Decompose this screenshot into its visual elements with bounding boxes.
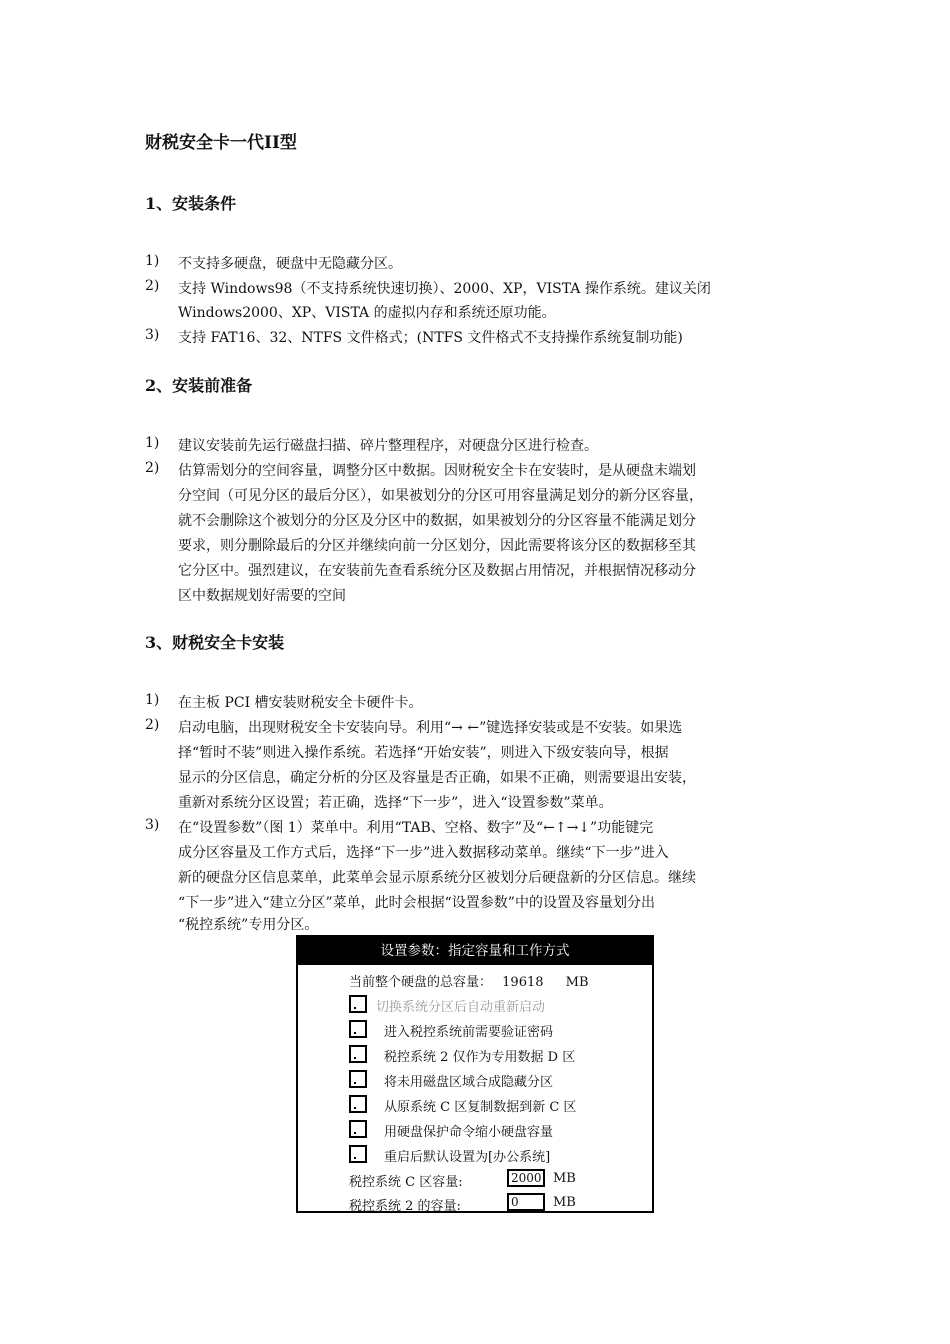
option-label-hidden-partition: 将未用磁盘区域合成隐藏分区 bbox=[384, 1075, 554, 1090]
list-item-line: 就不会删除这个被划分的分区及分区中的数据，如果被划分的分区容量不能满足划分 bbox=[178, 513, 696, 529]
system2-capacity-input[interactable]: 0 bbox=[507, 1193, 545, 1211]
c-capacity-unit: MB bbox=[553, 1171, 576, 1186]
section-heading-installation: 3、财税安全卡安装 bbox=[145, 633, 285, 652]
option-checkbox-shrink-disk[interactable] bbox=[349, 1120, 367, 1138]
option-label-verify-password: 进入税控系统前需要验证密码 bbox=[384, 1025, 554, 1040]
section-heading-preparation: 2、安装前准备 bbox=[145, 376, 253, 395]
list-item-line: 支持 FAT16、32、NTFS 文件格式；(NTFS 文件格式不支持操作系统复制功能) bbox=[178, 330, 683, 346]
list-number: 3) bbox=[145, 327, 160, 343]
option-label-shrink-disk: 用硬盘保护命令缩小硬盘容量 bbox=[384, 1125, 554, 1140]
list-item-line: 估算需划分的空间容量，调整分区中数据。因财税安全卡在安装时，是从硬盘末端划 bbox=[178, 463, 696, 479]
list-number: 1) bbox=[145, 692, 160, 708]
section-heading-install-conditions: 1、安装条件 bbox=[145, 194, 237, 213]
document-title: 财税安全卡一代II型 bbox=[145, 133, 297, 153]
list-item-line: 在主板 PCI 槽安装财税安全卡硬件卡。 bbox=[178, 695, 423, 711]
option-checkbox-verify-password[interactable] bbox=[349, 1020, 367, 1038]
list-item-line: 择“暂时不装”则进入操作系统。若选择“开始安装”，则进入下级安装向导，根据 bbox=[178, 745, 669, 761]
list-item-line: 它分区中。强烈建议，在安装前先查看系统分区及数据占用情况，并根据情况移动分 bbox=[178, 563, 696, 579]
list-number: 3) bbox=[145, 817, 160, 833]
list-item-line: “下一步”进入“建立分区”菜单，此时会根据“设置参数”中的设置及容量划分出 bbox=[178, 895, 655, 911]
list-number: 1) bbox=[145, 435, 160, 451]
list-number: 2) bbox=[145, 460, 160, 476]
list-item-line: 在“设置参数”（图 1）菜单中。利用“TAB、空格、数字”及“←↑→↓”功能键完 bbox=[178, 820, 654, 836]
total-capacity-unit: MB bbox=[565, 975, 589, 990]
list-item-line: 区中数据规划好需要的空间 bbox=[178, 588, 346, 604]
option-label-default-office: 重启后默认设置为[办公系统] bbox=[384, 1150, 551, 1165]
system2-capacity-unit: MB bbox=[553, 1195, 576, 1210]
dialog-title: 设置参数：指定容量和工作方式 bbox=[298, 937, 652, 965]
settings-dialog bbox=[296, 935, 654, 1213]
list-item-line: 建议安装前先运行磁盘扫描、碎片整理程序，对硬盘分区进行检查。 bbox=[178, 438, 598, 454]
option-checkbox-data-d-drive[interactable] bbox=[349, 1045, 367, 1063]
option-checkbox-auto-restart[interactable] bbox=[349, 995, 367, 1013]
list-item-line: 启动电脑，出现财税安全卡安装向导。利用“→ ←”键选择安装或是不安装。如果选 bbox=[178, 720, 683, 736]
option-checkbox-copy-c-drive[interactable] bbox=[349, 1095, 367, 1113]
list-number: 1) bbox=[145, 253, 160, 269]
list-item-line: 重新对系统分区设置；若正确，选择“下一步”，进入“设置参数”菜单。 bbox=[178, 795, 613, 811]
list-item-line: 分空间（可见分区的最后分区），如果被划分的分区可用容量满足划分的新分区容量， bbox=[178, 488, 703, 504]
list-item-line: “税控系统”专用分区。 bbox=[178, 917, 319, 933]
option-label-data-d-drive: 税控系统 2 仅作为专用数据 D 区 bbox=[384, 1050, 576, 1065]
list-item-line: 不支持多硬盘，硬盘中无隐藏分区。 bbox=[178, 256, 402, 272]
list-item-line: 显示的分区信息，确定分析的分区及容量是否正确，如果不正确，则需要退出安装， bbox=[178, 770, 696, 786]
total-capacity-label: 当前整个硬盘的总容量： bbox=[349, 975, 493, 990]
option-checkbox-hidden-partition[interactable] bbox=[349, 1070, 367, 1088]
list-number: 2) bbox=[145, 717, 160, 733]
list-item-line: 要求，则分删除最后的分区并继续向前一分区划分，因此需要将该分区的数据移至其 bbox=[178, 538, 696, 554]
list-item-line: 成分区容量及工作方式后，选择“下一步”进入数据移动菜单。继续“下一步”进入 bbox=[178, 845, 669, 861]
option-label-copy-c-drive: 从原系统 C 区复制数据到新 C 区 bbox=[384, 1100, 577, 1115]
total-capacity-row bbox=[349, 971, 589, 990]
system2-capacity-label: 税控系统 2 的容量: bbox=[349, 1199, 461, 1214]
list-item-line: 支持 Windows98（不支持系统快速切换）、2000、XP，VISTA 操作系统。建议关闭 bbox=[178, 281, 711, 297]
list-item-line: 新的硬盘分区信息菜单，此菜单会显示原系统分区被划分后硬盘新的分区信息。继续 bbox=[178, 870, 696, 886]
c-capacity-label: 税控系统 C 区容量: bbox=[349, 1175, 463, 1190]
option-label-auto-restart: 切换系统分区后自动重新启动 bbox=[376, 1000, 546, 1015]
total-capacity-value: 19618 bbox=[502, 975, 544, 990]
list-item-line: Windows2000、XP、VISTA 的虚拟内存和系统还原功能。 bbox=[178, 305, 556, 321]
option-checkbox-default-office[interactable] bbox=[349, 1145, 367, 1163]
c-capacity-input[interactable]: 2000 bbox=[507, 1169, 545, 1187]
list-number: 2) bbox=[145, 278, 160, 294]
